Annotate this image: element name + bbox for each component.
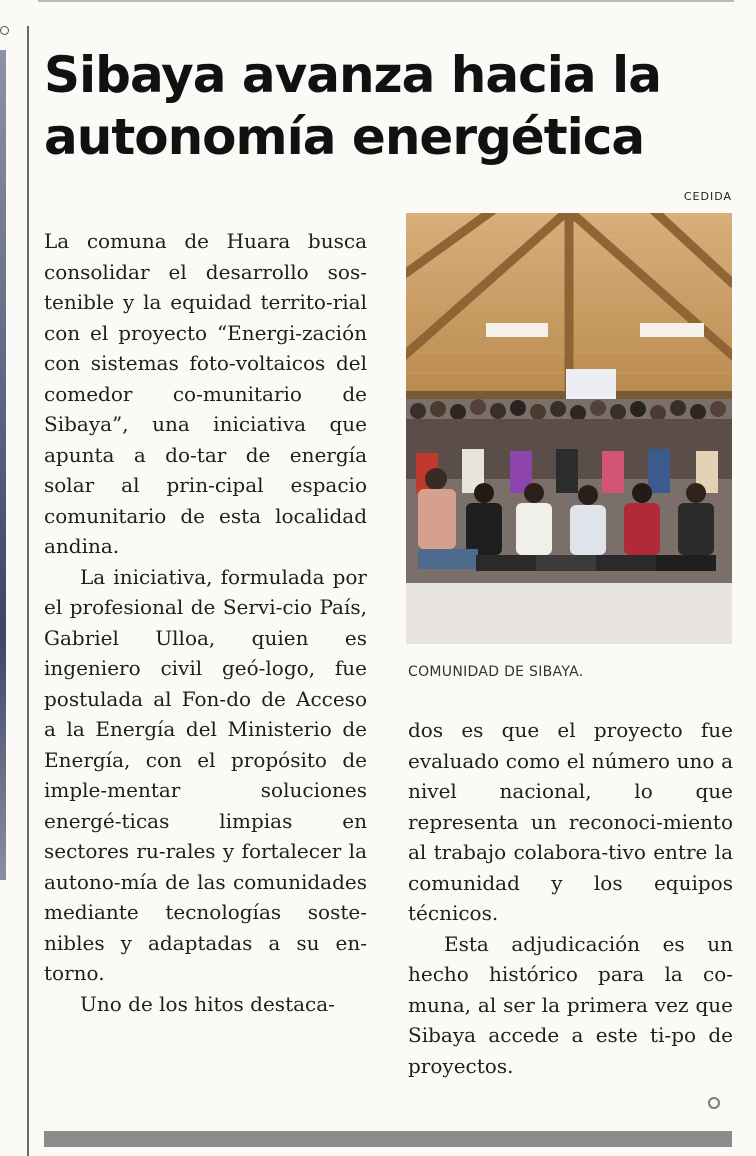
paragraph: Uno de los hitos destaca- [80,991,335,1016]
paragraph: La comuna de Huara busca consolidar el desarrollo sos-tenible y la equidad territo-rial con el proyecto “Energi-zación con sistemas foto-voltaicos del comedor co-munitario de Sibaya”, una iniciativa que apunta a do-tar de energía solar al prin-cipal espacio comunitario de esta localidad andina. [44,229,367,558]
top-rule [38,0,734,2]
article-column-left [44,226,367,1019]
footer-bar [44,1131,732,1147]
paragraph: La iniciativa, formulada por el profesional de Servi-cio País, Gabriel Ulloa, quien es ingeniero civil geó-logo, fue postulada al Fon-do de Acceso a la Energía del Ministerio de Energía, con el propósito de imple-mentar soluciones energé-ticas limpias en sectores ru-rales y fortalecer la autono-mía de las comunidades mediante tecnologías soste-nibles y adaptadas a su en-torno. [44,564,367,985]
article-headline: Sibaya avanza hacia la autonomía energética [44,46,661,166]
article-photo [406,213,732,644]
adjacent-column-strip [0,50,6,880]
photo-credit: CEDIDA [683,190,732,203]
paragraph: dos es que el proyecto fue evaluado como el número uno a nivel nacional, lo que representa un reconoci-miento al trabajo colabora-tivo entre la comunidad y los equipos técnicos. [408,718,733,925]
paragraph: Esta adjudicación es un hecho histórico para la co-muna, al ser la primera vez que Sibaya accede a este ti-po de proyectos. [408,931,733,1078]
corner-mark [0,26,9,35]
column-divider [27,26,29,1156]
photo-caption: COMUNIDAD DE SIBAYA. [408,664,584,680]
circle-end-icon [708,1097,720,1109]
article-column-right [408,715,733,1081]
